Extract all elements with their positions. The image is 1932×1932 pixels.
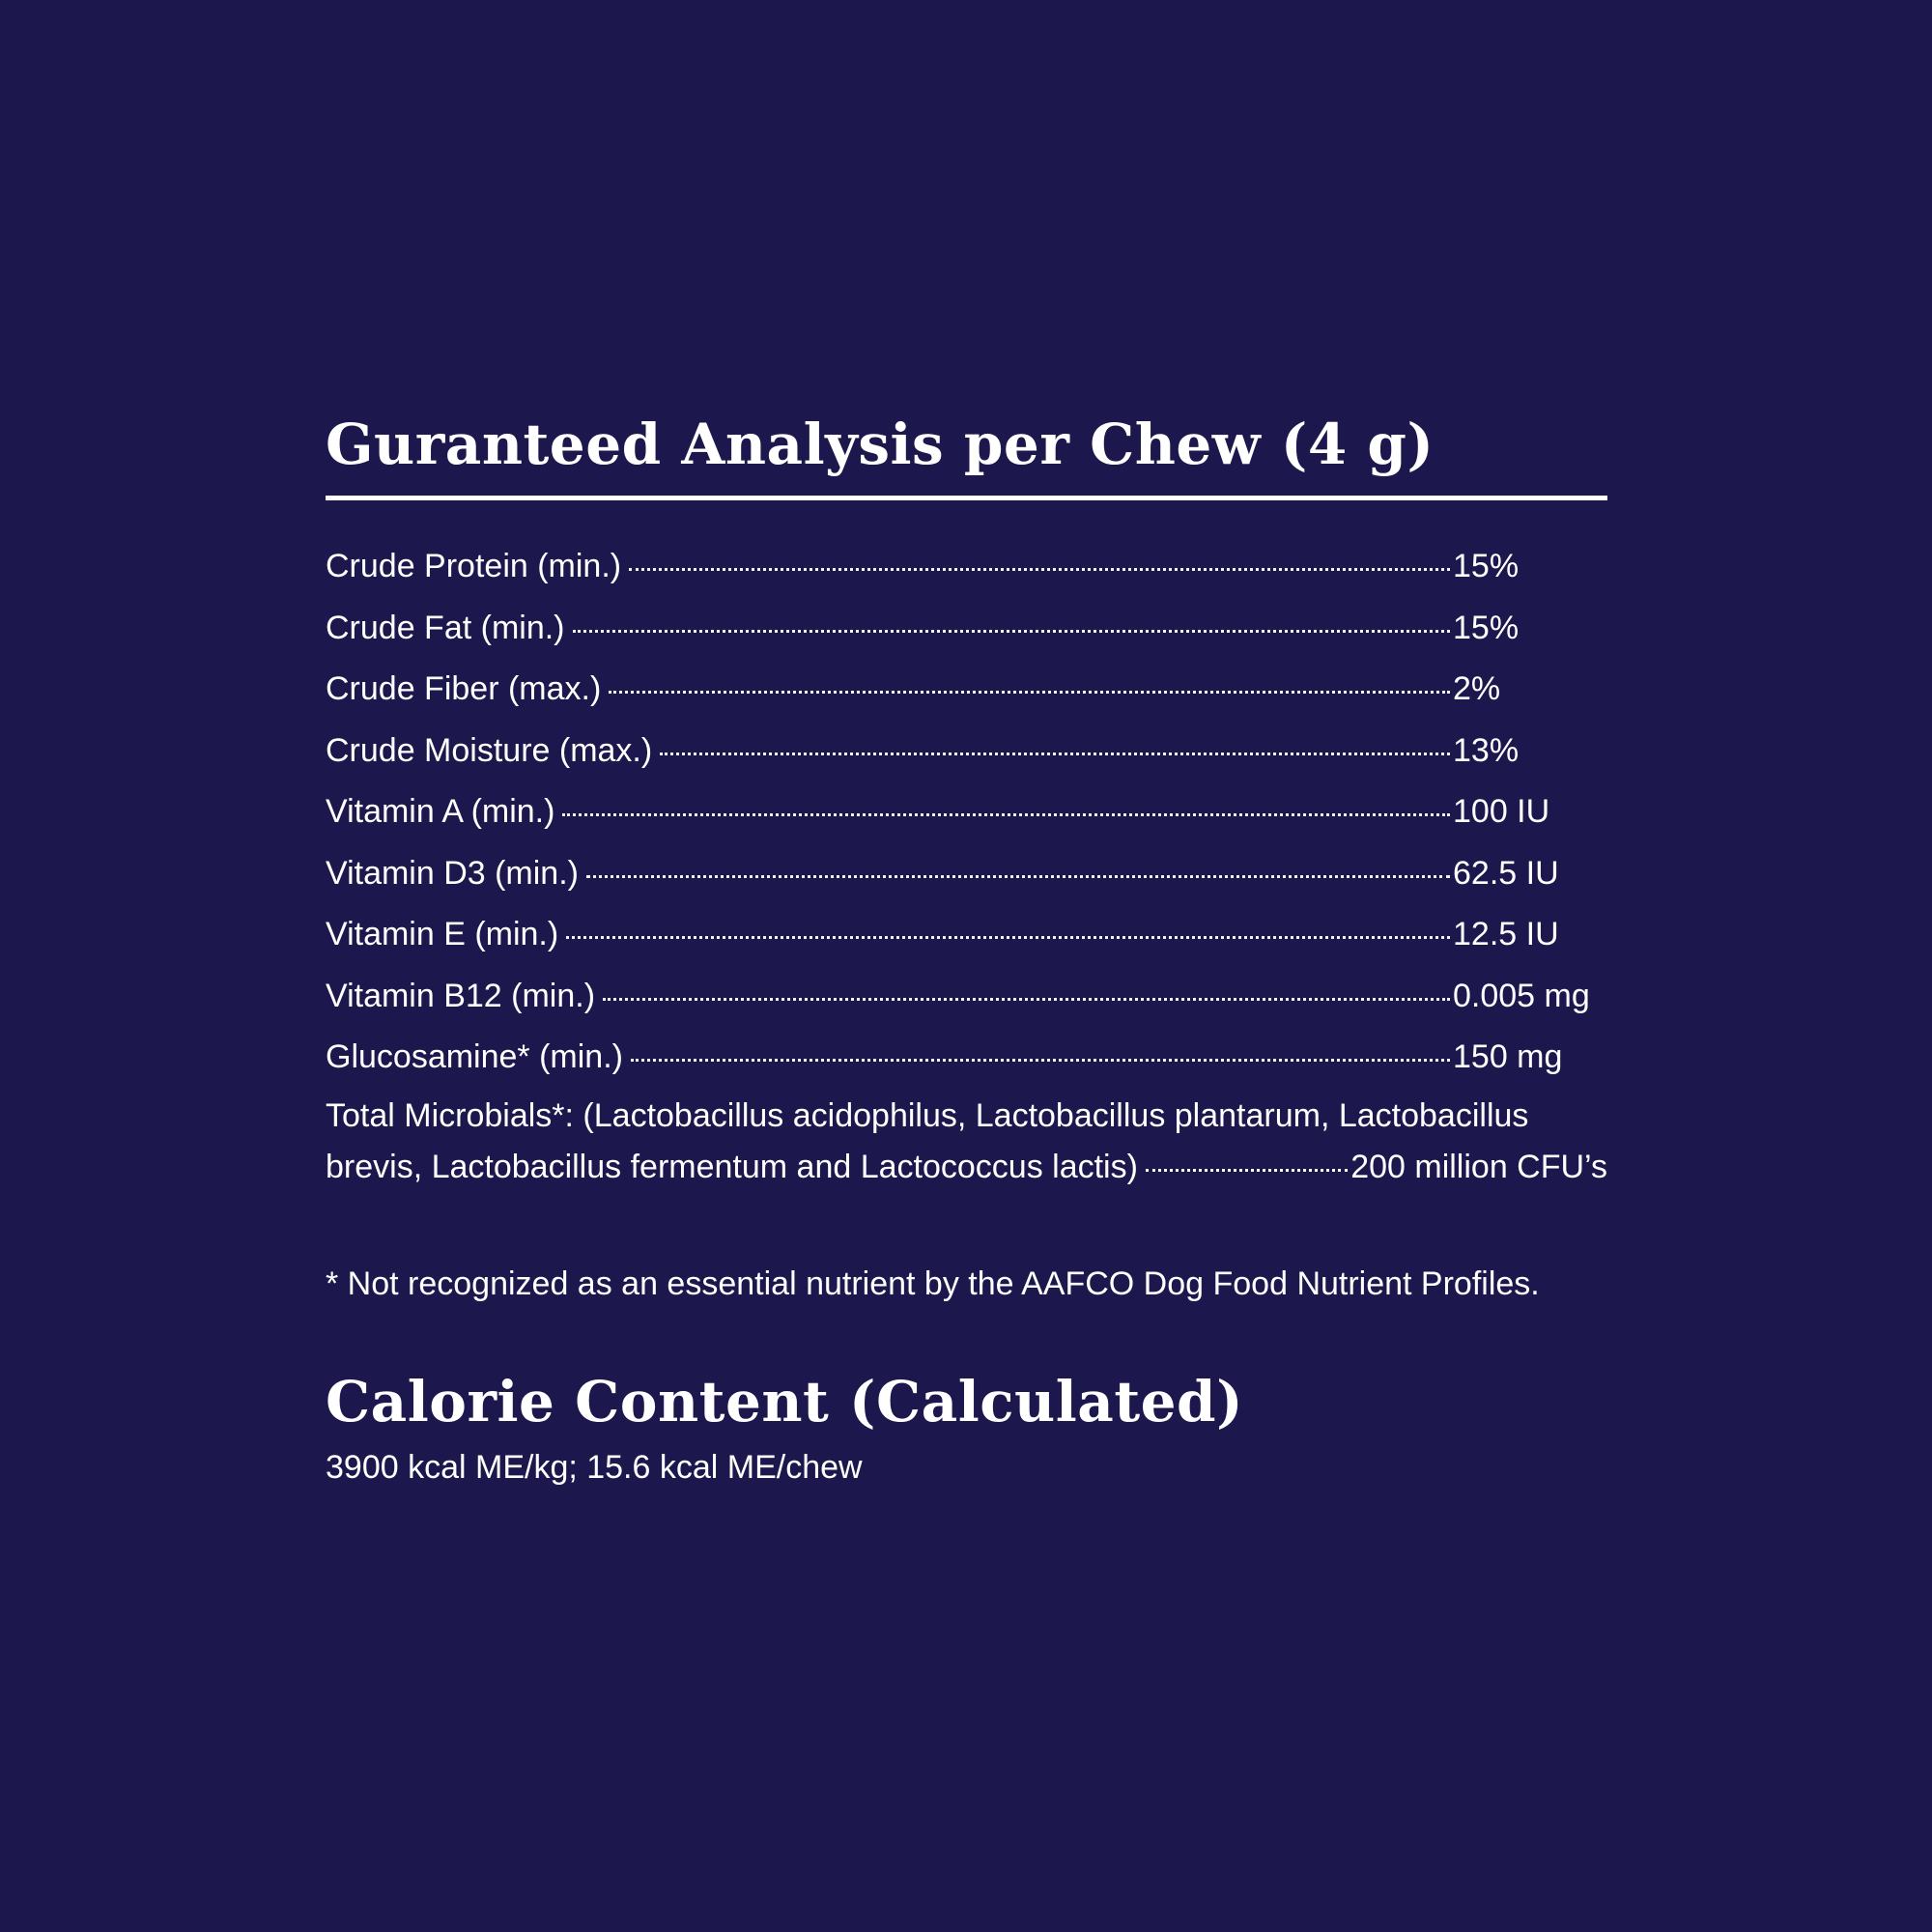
dot-leader xyxy=(586,873,1450,878)
analysis-row xyxy=(326,843,1607,905)
calorie-text: 3900 kcal ME/kg; 15.6 kcal ME/chew xyxy=(326,1448,863,1486)
analysis-row xyxy=(326,781,1607,843)
analysis-row xyxy=(326,966,1607,1028)
nutrient-value: 0.005 mg xyxy=(1453,977,1590,1014)
dot-leader xyxy=(1146,1167,1348,1172)
analysis-row xyxy=(326,598,1607,660)
analysis-title: Guranteed Analysis per Chew (4 g) xyxy=(326,412,1435,477)
dot-leader xyxy=(566,934,1450,939)
dot-leader xyxy=(660,751,1450,755)
analysis-list xyxy=(326,536,1607,1193)
analysis-row xyxy=(326,721,1607,782)
analysis-row xyxy=(326,1027,1607,1089)
analysis-row xyxy=(326,536,1607,598)
nutrient-value: 100 IU xyxy=(1453,793,1550,830)
nutrient-label: Crude Fiber (max.) xyxy=(326,670,602,707)
nutrient-label: Crude Fat (min.) xyxy=(326,609,565,646)
nutrient-label: Vitamin D3 (min.) xyxy=(326,854,579,892)
nutrient-label: Vitamin E (min.) xyxy=(326,916,559,952)
dot-leader xyxy=(562,811,1450,816)
nutrient-label: Vitamin A (min.) xyxy=(326,793,555,830)
nutrient-label: Crude Moisture (max.) xyxy=(326,731,653,769)
nutrient-value: 15% xyxy=(1453,548,1520,584)
nutrient-label: Crude Protein (min.) xyxy=(326,548,622,584)
nutrient-value: 12.5 IU xyxy=(1453,916,1559,952)
calorie-title: Calorie Content (Calculated) xyxy=(326,1368,1244,1435)
nutrient-label: Vitamin B12 (min.) xyxy=(326,977,596,1014)
dot-leader xyxy=(631,1057,1450,1062)
microbials-line2 xyxy=(326,1142,1607,1193)
microbials-row xyxy=(326,1091,1607,1193)
analysis-row xyxy=(326,659,1607,721)
dot-leader xyxy=(573,628,1451,633)
nutrient-value: 13% xyxy=(1453,731,1520,769)
nutrient-label: Glucosamine* (min.) xyxy=(326,1038,623,1075)
nutrient-value: 62.5 IU xyxy=(1453,854,1559,892)
nutrient-value: 2% xyxy=(1453,670,1501,707)
microbials-label-line2: brevis, Lactobacillus fermentum and Lactococcus lactis) xyxy=(326,1148,1138,1185)
analysis-row xyxy=(326,904,1607,966)
nutrient-value: 150 mg xyxy=(1453,1038,1563,1075)
dot-leader xyxy=(629,566,1450,571)
title-divider xyxy=(326,496,1607,500)
microbials-label-line1: Total Microbials*: (Lactobacillus acidophilus, Lactobacillus plantarum, Lactobacillus xyxy=(326,1096,1529,1134)
microbials-value: 200 million CFU’s xyxy=(1350,1148,1607,1185)
dot-leader xyxy=(609,689,1450,694)
footnote: * Not recognized as an essential nutrient by the AAFCO Dog Food Nutrient Profiles. xyxy=(326,1264,1540,1302)
guaranteed-analysis-panel xyxy=(326,404,1607,1491)
nutrient-value: 15% xyxy=(1453,609,1520,646)
dot-leader xyxy=(603,996,1450,1001)
